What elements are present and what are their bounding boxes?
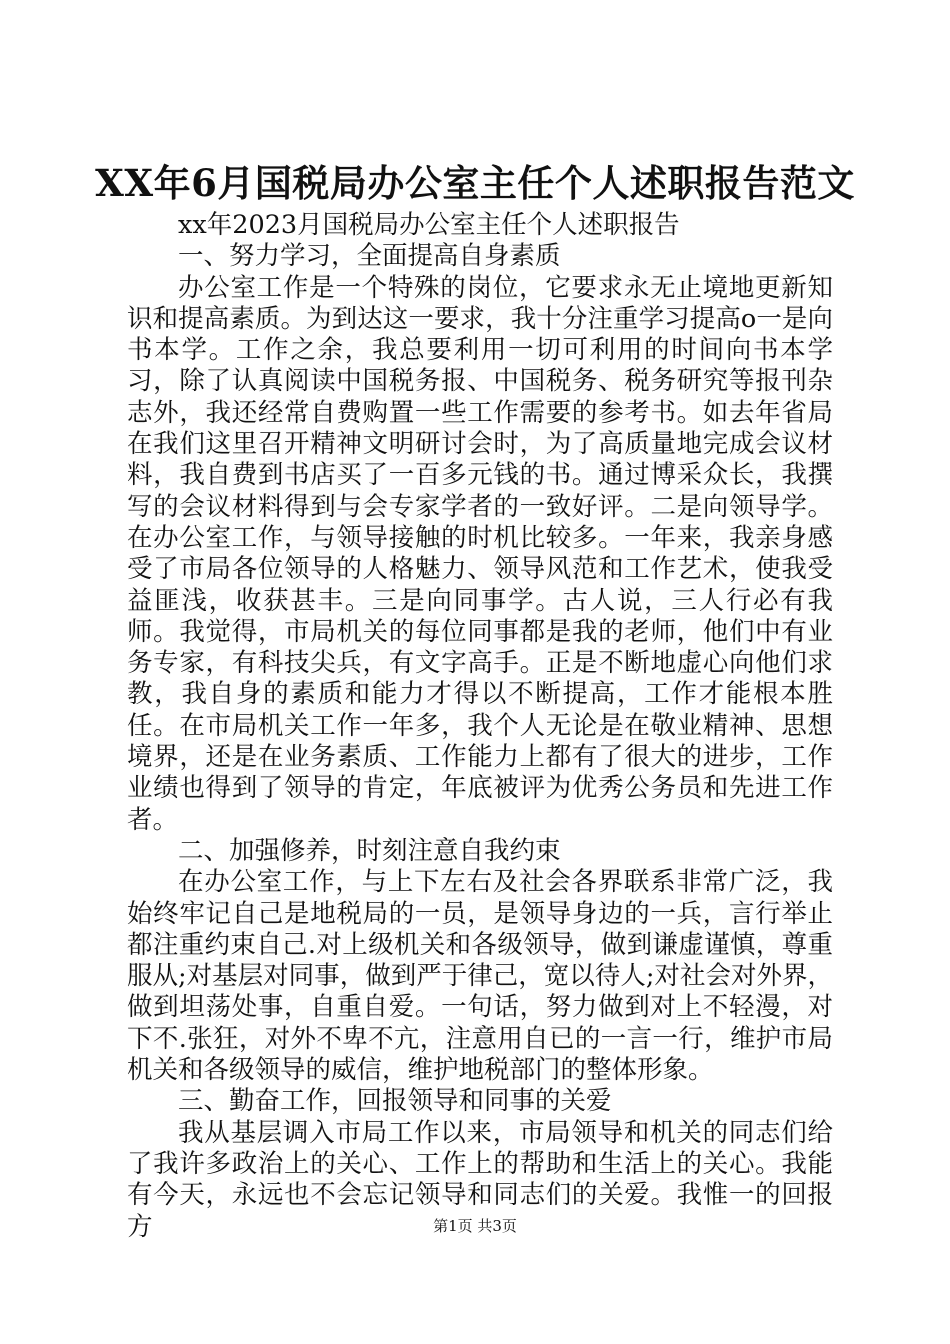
document-title: XX年6月国税局办公室主任个人述职报告范文 [95,161,855,205]
section-heading-2: 二、加强修养，时刻注意自我约束 [178,835,561,866]
section-paragraph-2: 在办公室工作，与上下左右及社会各界联系非常广泛，我始终牢记自己是地税局的一员，是领导身边的一兵，言行举止都注重约束自己.对上级机关和各级领导，做到谦虚谨慎，尊重服从;对基层对同事，做到严于律己，宽以待人;对社会对外界，做到坦荡处事，自重自爱。一句话，努力做到对上不轻漫，对下不.张狂，对外不卑不亢，注意用自已的一言一行，维护市局机关和各级领导的威信，维护地税部门的整体形象。 [127,867,833,1086]
report-subtitle: xx年2023月国税局办公室主任个人述职报告 [178,210,680,240]
page-number-footer: 第1页 共3页 [433,1217,517,1235]
section-paragraph-1: 办公室工作是一个特殊的岗位，它要求永无止境地更新知识和提高素质。为到达这一要求，我十分注重学习提高o一是向书本学。工作之余，我总要利用一切可利用的时间向书本学习，除了认真阅读中国税务报、中国税务、税务研究等报刊杂志外，我还经常自费购置一些工作需要的参考书。如去年省局在我们这里召开精神文明研讨会时，为了高质量地完成会议材料，我自费到书店买了一百多元钱的书。通过博采众长，我撰写的会议材料得到与会专家学者的一致好评。二是向领导学。在办公室工作，与领导接触的时机比较多。一年来，我亲身感受了市局各位领导的人格魅力、领导风范和工作艺术，使我受益匪浅，收获甚丰。三是向同事学。古人说，三人行必有我师。我觉得，市局机关的每位同事都是我的老师，他们中有业务专家，有科技尖兵，有文字高手。正是不断地虚心向他们求教，我自身的素质和能力才得以不断提高，工作才能根本胜任。在市局机关工作一年多，我个人无论是在敬业精神、思想境界，还是在业务素质、工作能力上都有了很大的进步，工作业绩也得到了领导的肯定，年底被评为优秀公务员和先进工作者。 [127,272,833,835]
document-body [127,210,833,1243]
section-paragraph-3: 我从基层调入市局工作以来，市局领导和机关的同志们给了我许多政治上的关心、工作上的帮助和生活上的关心。我能有今天，永远也不会忘记领导和同志们的关爱。我惟一的回报方 [127,1117,833,1242]
section-heading-1: 一、努力学习，全面提高自身素质 [178,241,561,272]
section-heading-3: 三、勤奋工作，回报领导和同事的关爱 [178,1086,612,1117]
